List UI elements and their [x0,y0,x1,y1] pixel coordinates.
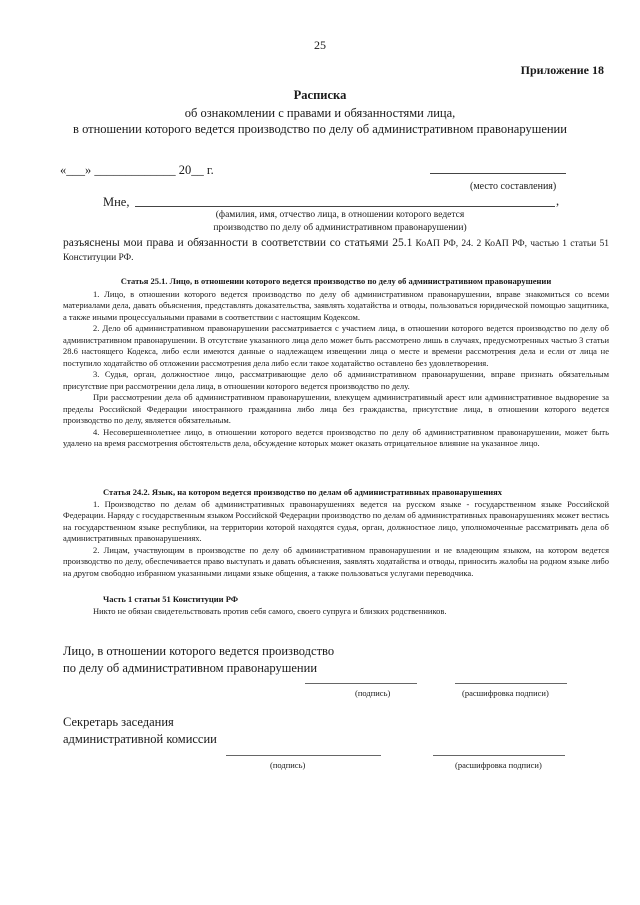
secretary-signature-decode-caption: (расшифровка подписи) [455,760,542,770]
article-24-2-paragraph: 2. Лицам, участвующим в производстве по делу об административном правонарушении и не владеющим языком, на котором ведется производство по делу, обеспечивается право выступать и давать объяснения, заявлять ходатайства и отводы, приносить жалобы на родном языке либо на другом свободно избранном указанными лицами языке общения, а также пользоваться услугами переводчика. [63,544,609,578]
secretary-label-2: административной комиссии [63,732,217,746]
article-51-heading: Часть 1 статьи 51 Конституции РФ [103,594,239,604]
secretary-signature-caption: (подпись) [270,760,306,770]
place-line [430,173,566,174]
explained-small: КоАП РФ, 24. 2 КоАП РФ, частью 1 статьи 51 Конституции РФ. [63,239,609,263]
place-caption: (место составления) [470,181,557,192]
person-label-2: по делу об административном правонарушении [63,661,318,675]
document-subtitle-2: в отношении которого ведется производство по делу об административном правонарушении [73,122,567,136]
article-25-1 [63,276,609,450]
article-51-paragraph: Никто не обязан свидетельствовать против себя самого, своего супруга и близких родственников. [93,605,447,616]
document-subtitle-1: об ознакомлении с правами и обязанностями лица, [184,106,456,120]
secretary-signature-decode-line [433,755,565,756]
secretary-signature-block [63,714,217,748]
article-24-2 [63,487,609,579]
date-line: «___» _____________ 20__ г. [60,163,214,177]
person-signature-line [305,683,417,684]
article-51 [63,594,609,617]
article-25-1-paragraph: 3. Судья, орган, должностное лицо, рассматривающие дело об административном правонарушении, вправе признать обязательным присутствие при рассмотрении дела лица, в отношении которого ведется производство по делу. [63,369,609,391]
me-label: Мне, [103,195,130,209]
person-signature-caption: (подпись) [355,688,391,698]
person-signature-decode-line [455,683,567,684]
explained-main: разъяснены мои права и обязанности в соответствии со статьями 25.1 [63,237,413,249]
appendix-label: Приложение 18 [520,63,604,77]
person-signature-block [63,643,334,677]
fio-caption-1: (фамилия, имя, отчество лица, в отношении которого ведется [215,210,465,220]
fio-caption-2: производство по делу об административном правонарушении) [213,223,467,233]
article-25-1-paragraph: 2. Дело об административном правонарушении рассматривается с участием лица, в отношении которого ведется производство по делу об административном правонарушении. В отсутствие указанного лица дело может быть рассмотрено лишь в случаях, предусмотренных частью 3 статьи 28.6 настоящего Кодекса, либо если имеются данные о надлежащем извещении лица о месте и времени рассмотрения дела и если от лица не поступило ходатайство об отложении рассмотрения дела либо если такое ходатайство оставлено без удовлетворения. [63,323,609,368]
article-24-2-paragraph: 1. Производство по делам об административных правонарушениях ведется на русском языке - государственном языке Российской Федерации. Наряду с государственным языком Российской Федерации производство по делам об административных правонарушениях может вестись на государственном языке республики, на территории которой находятся судья, орган, должностное лицо, уполномоченные рассматривать дела об административных правонарушениях. [63,498,609,543]
page-number: 25 [314,38,326,52]
fio-line [135,206,555,207]
person-label-1: Лицо, в отношении которого ведется производство [63,644,335,658]
secretary-signature-line [226,755,381,756]
explained-statement [63,237,609,264]
article-25-1-paragraph: 1. Лицо, в отношении которого ведется производство по делу об административном правонарушении, вправе знакомиться со всеми материалами дела, давать объяснения, представлять доказательства, заявлять ходатайства и отводы, пользоваться юридической помощью защитника, а также иными процессуальными правами в соответствии с настоящим Кодексом. [63,288,609,322]
article-25-1-paragraph: 4. Несовершеннолетнее лицо, в отношении которого ведется производство по делу об административном правонарушении, может быть удалено на время рассмотрения обстоятельств дела, обсуждение которых может оказать отрицательное влияние на указанное лицо. [63,426,609,448]
article-24-2-heading: Статья 24.2. Язык, на котором ведется производство по делам об административных правонарушениях [103,487,502,497]
document-title: Расписка [293,88,347,102]
secretary-label-1: Секретарь заседания [63,715,174,729]
article-25-1-heading: Статья 25.1. Лицо, в отношении которого ведется производство по делу об административном правонарушении [120,276,552,286]
article-25-1-paragraph: При рассмотрении дела об административном правонарушении, влекущем административный арест или административное выдворение за пределы Российской Федерации иностранного гражданина либо лица без гражданства, присутствие лица, в отношении которого ведется производство по делу, является обязательным. [63,392,609,425]
fio-comma: , [556,194,560,208]
person-signature-decode-caption: (расшифровка подписи) [462,688,549,698]
